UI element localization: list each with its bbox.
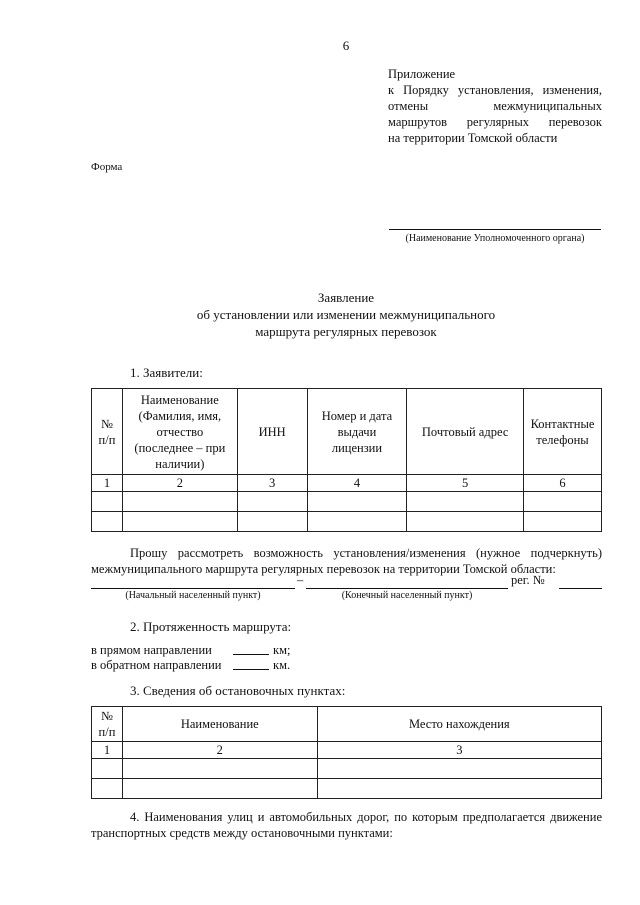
column-number: 1 xyxy=(92,742,123,759)
empty-cell[interactable] xyxy=(122,759,317,779)
table-numbering-row xyxy=(92,742,602,759)
column-number: 2 xyxy=(122,475,237,492)
empty-cell[interactable] xyxy=(122,779,317,799)
page-number: 6 xyxy=(342,38,350,53)
empty-cell[interactable] xyxy=(237,492,307,512)
applicants-table xyxy=(91,388,602,532)
header-cell-address: Почтовый адрес xyxy=(407,389,524,475)
empty-cell[interactable] xyxy=(307,512,407,532)
request-text: Прошу рассмотреть возможность установления/изменения (нужное подчеркнуть) межмуниципального маршрута регулярных перевозок на территории Томской области: xyxy=(91,546,602,576)
section-2-heading: 2. Протяженность маршрута: xyxy=(130,619,292,634)
end-settlement-caption: (Конечный населенный пункт) xyxy=(341,590,473,601)
column-number: 3 xyxy=(317,742,601,759)
title-line-3: маршрута регулярных перевозок xyxy=(255,324,437,339)
section-3-heading: 3. Сведения об остановочных пунктах: xyxy=(130,683,346,698)
header-cell-name: Наименование (Фамилия, имя, отчество (последнее – при наличии) xyxy=(122,389,237,475)
column-number: 4 xyxy=(307,475,407,492)
header-cell-license: Номер и дата выдачи лицензии xyxy=(307,389,407,475)
empty-cell[interactable] xyxy=(407,512,524,532)
authority-name-line[interactable] xyxy=(389,229,601,230)
reg-number-line[interactable] xyxy=(559,588,602,589)
start-settlement-caption: (Начальный населенный пункт) xyxy=(125,590,261,601)
empty-cell[interactable] xyxy=(523,512,601,532)
header-cell-inn: ИНН xyxy=(237,389,307,475)
title-line-1: Заявление xyxy=(317,290,375,305)
column-number: 3 xyxy=(237,475,307,492)
empty-cell[interactable] xyxy=(307,492,407,512)
section-4-paragraph xyxy=(91,809,602,841)
header-cell-location: Место нахождения xyxy=(317,707,601,742)
empty-cell[interactable] xyxy=(523,492,601,512)
table-header-row xyxy=(92,707,602,742)
appendix-line: к Порядку установления, изменения, xyxy=(388,83,602,97)
header-cell-name: Наименование xyxy=(122,707,317,742)
empty-cell[interactable] xyxy=(92,512,123,532)
title-line-2: об установлении или изменении межмуниципального xyxy=(196,307,496,322)
empty-cell[interactable] xyxy=(122,512,237,532)
empty-cell[interactable] xyxy=(122,492,237,512)
forward-length-row xyxy=(91,643,212,658)
appendix-line: маршрутов регулярных перевозок xyxy=(388,115,602,129)
appendix-line: Приложение xyxy=(388,67,456,81)
empty-cell[interactable] xyxy=(317,759,601,779)
backward-length-unit: км. xyxy=(273,658,291,672)
column-number: 1 xyxy=(92,475,123,492)
table-row xyxy=(92,492,602,512)
form-label: Форма xyxy=(91,161,123,173)
empty-cell[interactable] xyxy=(407,492,524,512)
start-settlement-line[interactable] xyxy=(91,588,295,589)
document-title xyxy=(0,289,640,340)
forward-length-field[interactable] xyxy=(233,643,269,655)
header-cell-number: № п/п xyxy=(92,389,123,475)
appendix-line: отмены межмуниципальных xyxy=(388,99,602,113)
header-cell-phones: Контактные телефоны xyxy=(523,389,601,475)
empty-cell[interactable] xyxy=(92,779,123,799)
reg-number-label: рег. № xyxy=(511,573,545,587)
appendix-line: на территории Томской области xyxy=(388,131,558,145)
empty-cell[interactable] xyxy=(92,492,123,512)
empty-cell[interactable] xyxy=(237,512,307,532)
appendix-block xyxy=(388,66,602,146)
route-dash: – xyxy=(297,573,304,587)
header-cell-number: № п/п xyxy=(92,707,123,742)
column-number: 2 xyxy=(122,742,317,759)
table-row xyxy=(92,779,602,799)
table-numbering-row xyxy=(92,475,602,492)
table-row xyxy=(92,512,602,532)
forward-length-label: в прямом направлении xyxy=(91,643,212,657)
stops-table xyxy=(91,706,602,799)
empty-cell[interactable] xyxy=(317,779,601,799)
empty-cell[interactable] xyxy=(92,759,123,779)
forward-length-unit: км; xyxy=(273,643,291,657)
column-number: 5 xyxy=(407,475,524,492)
authority-caption: (Наименование Уполномоченного органа) xyxy=(405,233,585,244)
backward-length-row xyxy=(91,658,221,673)
backward-length-label: в обратном направлении xyxy=(91,658,222,672)
section-4-text: 4. Наименования улиц и автомобильных дорог, по которым предполагается движение транспортных средств между остановочными пунктами: xyxy=(91,810,602,840)
column-number: 6 xyxy=(523,475,601,492)
table-header-row xyxy=(92,389,602,475)
backward-length-field[interactable] xyxy=(233,658,269,670)
table-row xyxy=(92,759,602,779)
section-1-heading: 1. Заявители: xyxy=(130,365,203,380)
end-settlement-line[interactable] xyxy=(306,588,508,589)
